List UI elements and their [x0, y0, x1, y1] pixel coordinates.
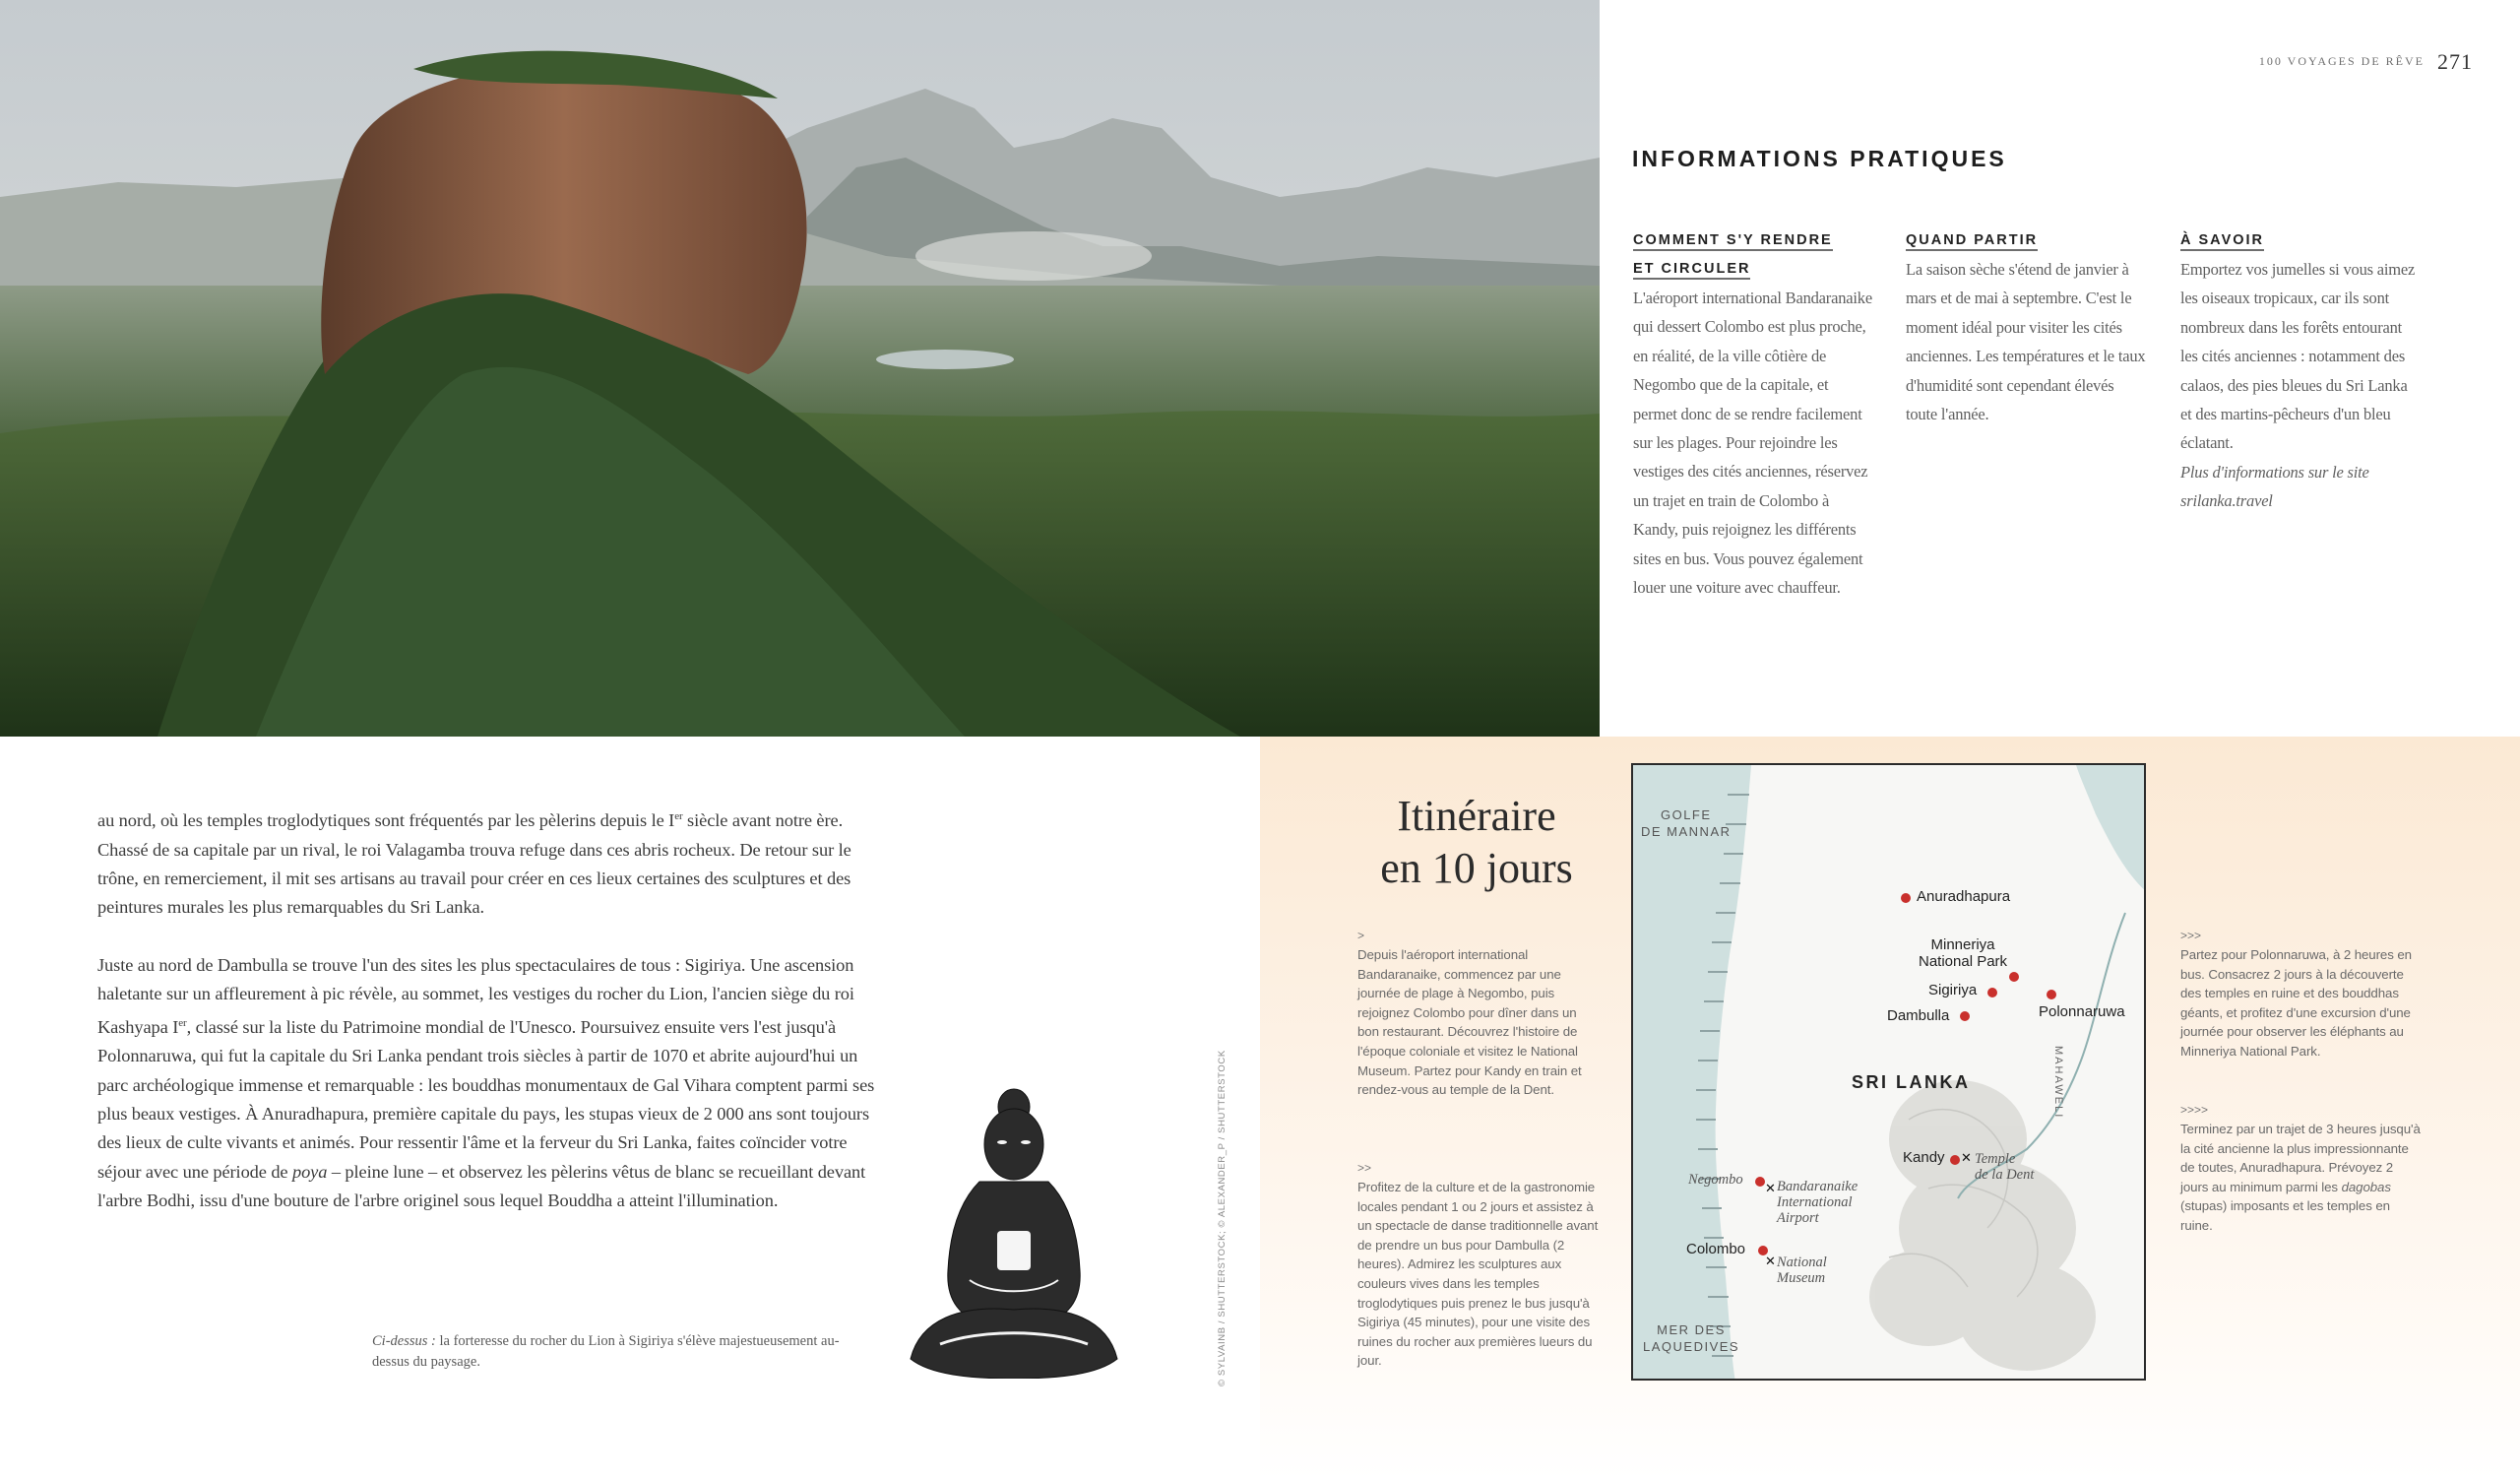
city-anuradhapura: Anuradhapura [1917, 888, 2011, 905]
itinerary-step [2180, 1100, 2422, 1236]
poi-temple-of-tooth: Temple de la Dent [1975, 1151, 2035, 1183]
poi-national-museum: National Museum [1777, 1255, 1827, 1286]
itinerary-title: Itinéraire en 10 jours [1380, 792, 1573, 892]
info-text: Emportez vos jumelles si vous aimez les oiseaux tropicaux, car ils sont nombreux dans les forêts entourant les cités anciennes : notamment des calaos, des pies bleues du Sri Lanka et des martins-pêcheurs d'un bleu éclatant. [2180, 260, 2416, 453]
info-more-link: Plus d'informations sur le site srilanka.travel [2180, 462, 2369, 511]
minneriya-marker [2009, 972, 2019, 982]
step-text: Depuis l'aéroport international Bandaranaike, commencez par une journée de plage à Negombo, puis rejoignez Colombo pour dîner dans un bon restaurant. Découvrez l'histoire de l'époque coloniale et visitez le National Museum. Partez pour Kandy en train et rendez-vous au temple de la Dent. [1357, 947, 1582, 1098]
info-heading: À SAVOIR [2180, 226, 2422, 255]
body-text [97, 803, 890, 1216]
step-marker: >>> [2180, 929, 2202, 942]
city-sigiriya: Sigiriya [1928, 982, 1978, 998]
step-marker: >>>> [2180, 1103, 2209, 1117]
body-paragraph: au nord, où les temples troglodytiques sont fréquentés par les pèlerins depuis le Ier siècle avant notre ère. Chassé de sa capitale par un rival, le roi Valagamba trouva refuge dans ces abris rocheux. De retour sur le trône, en remerciement, il mit ses artisans au travail pour créer en ces lieux certaines des sculptures et des peintures murales les plus remarquables du Sri Lanka. [97, 810, 851, 918]
info-section-title: INFORMATIONS PRATIQUES [1632, 146, 2007, 171]
airport-marker-icon: ✕ [1765, 1182, 1776, 1196]
info-column-good-to-know [2180, 226, 2422, 516]
city-minneriya: Minneriya National Park [1919, 936, 2008, 970]
dambulla-marker [1960, 1011, 1970, 1021]
body-paragraph: Juste au nord de Dambulla se trouve l'un des sites les plus spectaculaires de tous : Sigiriya. Une ascension haletante sur un affleurement à pic révèle, au sommet, les vestiges du rocher du Lion, l'ancien siège du roi Kashyapa Ier, classé sur la liste du Patrimoine mondial de l'Unesco. Poursuivez ensuite vers l'est jusqu'à Polonnaruwa, qui fut la capitale du Sri Lanka pendant trois siècles à partir de 1070 et abrite aujourd'hui un parc archéologique immense et remarquable : les bouddhas monumentaux de Gal Vihara comptent parmi ses plus beaux vestiges. À Anuradhapura, première capitale du pays, les stupas vieux de 2 000 ans sont toujours des lieux de culte vivants et animés. Pour ressentir l'âme et la ferveur du Sri Lanka, faites coïncider votre séjour avec une période de poya – pleine lune – et observez les pèlerins vêtus de blanc se recueillant devant l'arbre Bodhi, issu d'une bouture de l'arbre originel sous lequel Bouddha a atteint l'illumination. [97, 954, 875, 1211]
sea-label-south: MER DES LAQUEDIVES [1643, 1322, 1740, 1354]
city-polonnaruwa: Polonnaruwa [2039, 1003, 2125, 1020]
itinerary-step [2180, 926, 2422, 1062]
city-colombo: Colombo [1686, 1241, 1746, 1257]
sigiriya-photo [0, 0, 1600, 737]
city-kandy: Kandy [1903, 1149, 1945, 1166]
itinerary-step [1357, 1158, 1599, 1371]
info-column-getting-there [1633, 226, 1874, 602]
info-heading: QUAND PARTIR [1906, 226, 2147, 255]
poi-airport: Bandaranaike International Airport [1777, 1179, 1858, 1226]
step-marker: >> [1357, 1161, 1372, 1175]
museum-marker-icon: ✕ [1765, 1255, 1776, 1269]
info-heading: COMMENT S'Y RENDRE [1633, 226, 1874, 255]
page-number: 271 [2437, 49, 2473, 74]
country-label: SRI LANKA [1852, 1072, 1971, 1092]
running-head: 100 VOYAGES DE RÊVE [2258, 54, 2425, 68]
negombo-marker [1755, 1177, 1765, 1187]
step-text: Partez pour Polonnaruwa, à 2 heures en bus. Consacrez 2 jours à la découverte des temples en ruine et des bouddhas géants, et profitez d'une excursion d'une journée pour observer les éléphants au Minneriya National Park. [2180, 947, 2412, 1059]
info-column-when-to-go [1906, 226, 2147, 428]
city-negombo: Negombo [1688, 1172, 1743, 1188]
sri-lanka-map [1631, 763, 2146, 1381]
info-text: La saison sèche s'étend de janvier à mars et de mai à septembre. C'est le moment idéal pour visiter les cités anciennes. Les températures et le taux d'humidité sont cependant élevés toute l'année. [1906, 260, 2146, 424]
temple-marker-icon: ✕ [1961, 1151, 1972, 1166]
sigiriya-marker [1987, 988, 1997, 997]
step-marker: > [1357, 929, 1365, 942]
sea-label-north: GOLFE DE MANNAR [1641, 807, 1732, 839]
step-text: Profitez de la culture et de la gastronomie locales pendant 1 ou 2 jours et assistez à un spectacle de danse traditionnelle avant de prendre un bus pour Dambulla (2 heures). Admirez les sculptures aux couleurs vives dans les temples troglodytiques puis prenez le bus jusqu'à Sigiriya (45 minutes), pour une visite des ruines du rocher aux premières lueurs du jour. [1357, 1180, 1599, 1369]
photo-credit: © SYLVAINB / SHUTTERSTOCK; © ALEXANDER_P / SHUTTERSTOCK [1217, 1050, 1228, 1386]
itinerary-step [1357, 926, 1599, 1100]
step-text: Terminez par un trajet de 3 heures jusqu'à la cité ancienne la plus impressionnante de toutes, Anuradhapura. Prévoyez 2 jours au minimum parmi les dagobas (stupas) imposants et les temples en ruine. [2180, 1122, 2421, 1233]
city-dambulla: Dambulla [1887, 1007, 1950, 1024]
photo-caption: Ci-dessus : la forteresse du rocher du Lion à Sigiriya s'élève majestueusement au-dessus du paysage. [372, 1333, 840, 1370]
info-text: L'aéroport international Bandaranaike qui dessert Colombo est plus proche, en réalité, de la ville côtière de Negombo que de la capitale, et permet donc de se rendre facilement sur les plages. Pour rejoindre les vestiges des cités anciennes, réservez un trajet en train de Colombo à Kandy, puis rejoignez les différents sites en bus. Vous pouvez également louer une voiture avec chauffeur. [1633, 289, 1872, 598]
anuradhapura-marker [1901, 893, 1911, 903]
info-heading: ET CIRCULER [1633, 255, 1874, 284]
polonnaruwa-marker [2047, 990, 2056, 999]
buddha-illustration [901, 1083, 1127, 1379]
kandy-marker [1950, 1155, 1960, 1165]
river-label: MAHAWELI [2052, 1046, 2064, 1120]
